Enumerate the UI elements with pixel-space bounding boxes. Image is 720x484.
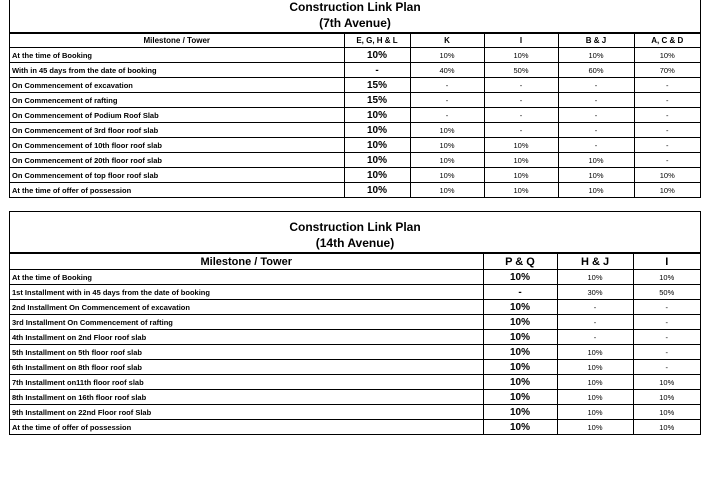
milestone-cell: On Commencement of top floor roof slab xyxy=(10,168,344,183)
percentage-cell: 15% xyxy=(344,93,410,108)
percentage-cell: 10% xyxy=(558,168,634,183)
percentage-cell: 10% xyxy=(557,345,633,360)
percentage-cell: 10% xyxy=(633,375,700,390)
plan-title-block xyxy=(10,212,700,253)
percentage-cell: - xyxy=(634,123,700,138)
percentage-cell: - xyxy=(633,345,700,360)
percentage-cell: 50% xyxy=(633,285,700,300)
plan-table xyxy=(10,253,700,434)
tower-header: P & Q xyxy=(483,254,557,270)
table-row xyxy=(10,375,700,390)
percentage-cell: - xyxy=(558,78,634,93)
percentage-cell: 10% xyxy=(633,420,700,435)
table-row xyxy=(10,168,700,183)
percentage-cell: 10% xyxy=(484,168,558,183)
header-row xyxy=(10,34,700,48)
tower-header: B & J xyxy=(558,34,634,48)
percentage-cell: 10% xyxy=(557,360,633,375)
percentage-cell: 10% xyxy=(410,138,484,153)
table-row xyxy=(10,420,700,435)
table-row xyxy=(10,48,700,63)
percentage-cell: - xyxy=(484,78,558,93)
milestone-cell: On Commencement of rafting xyxy=(10,93,344,108)
milestone-cell: With in 45 days from the date of booking xyxy=(10,63,344,78)
table-row xyxy=(10,138,700,153)
percentage-cell: 10% xyxy=(557,405,633,420)
percentage-cell: - xyxy=(633,360,700,375)
percentage-cell: 10% xyxy=(634,168,700,183)
percentage-cell: - xyxy=(344,63,410,78)
percentage-cell: 10% xyxy=(484,138,558,153)
milestone-cell: At the time of offer of possession xyxy=(10,183,344,198)
percentage-cell: - xyxy=(558,138,634,153)
milestone-cell: 2nd Installment On Commencement of excavation xyxy=(10,300,483,315)
table-row xyxy=(10,405,700,420)
percentage-cell: - xyxy=(484,123,558,138)
percentage-cell: 10% xyxy=(558,48,634,63)
plan-title: Construction Link Plan xyxy=(289,0,421,14)
table-row xyxy=(10,315,700,330)
milestone-cell: On Commencement of 3rd floor roof slab xyxy=(10,123,344,138)
percentage-cell: 10% xyxy=(483,360,557,375)
milestone-cell: 9th Installment on 22nd Floor roof Slab xyxy=(10,405,483,420)
percentage-cell: 10% xyxy=(410,153,484,168)
percentage-cell: - xyxy=(484,93,558,108)
percentage-cell: 15% xyxy=(344,78,410,93)
percentage-cell: - xyxy=(558,108,634,123)
percentage-cell: 10% xyxy=(483,345,557,360)
percentage-cell: - xyxy=(634,153,700,168)
percentage-cell: 10% xyxy=(483,420,557,435)
percentage-cell: 60% xyxy=(558,63,634,78)
table-row xyxy=(10,123,700,138)
milestone-header: Milestone / Tower xyxy=(10,254,483,270)
percentage-cell: 10% xyxy=(484,48,558,63)
percentage-cell: 10% xyxy=(344,123,410,138)
table-row xyxy=(10,330,700,345)
percentage-cell: - xyxy=(634,78,700,93)
milestone-cell: 5th Installment on 5th floor roof slab xyxy=(10,345,483,360)
percentage-cell: 10% xyxy=(484,183,558,198)
plan-table xyxy=(10,33,700,197)
table-row xyxy=(10,108,700,123)
percentage-cell: 10% xyxy=(558,153,634,168)
percentage-cell: 70% xyxy=(634,63,700,78)
percentage-cell: 10% xyxy=(633,405,700,420)
percentage-cell: - xyxy=(410,78,484,93)
percentage-cell: 10% xyxy=(483,330,557,345)
percentage-cell: 10% xyxy=(344,48,410,63)
percentage-cell: 10% xyxy=(344,168,410,183)
milestone-cell: On Commencement of Podium Roof Slab xyxy=(10,108,344,123)
percentage-cell: 10% xyxy=(484,153,558,168)
percentage-cell: - xyxy=(484,108,558,123)
table-row xyxy=(10,93,700,108)
percentage-cell: 10% xyxy=(483,315,557,330)
table-row xyxy=(10,153,700,168)
plan-14th-avenue xyxy=(9,211,701,435)
tower-header: H & J xyxy=(557,254,633,270)
milestone-cell: 7th Installment on11th floor roof slab xyxy=(10,375,483,390)
table-row xyxy=(10,345,700,360)
table-row xyxy=(10,300,700,315)
percentage-cell: 10% xyxy=(410,123,484,138)
percentage-cell: 10% xyxy=(344,153,410,168)
percentage-cell: 10% xyxy=(344,138,410,153)
milestone-cell: 3rd Installment On Commencement of rafting xyxy=(10,315,483,330)
milestone-cell: On Commencement of 20th floor roof slab xyxy=(10,153,344,168)
percentage-cell: 50% xyxy=(484,63,558,78)
percentage-cell: 10% xyxy=(410,168,484,183)
percentage-cell: - xyxy=(557,315,633,330)
percentage-cell: 10% xyxy=(557,375,633,390)
percentage-cell: - xyxy=(557,300,633,315)
percentage-cell: 10% xyxy=(344,183,410,198)
percentage-cell: 10% xyxy=(410,48,484,63)
milestone-cell: At the time of offer of possession xyxy=(10,420,483,435)
percentage-cell: 10% xyxy=(344,108,410,123)
table-row xyxy=(10,360,700,375)
tower-header: K xyxy=(410,34,484,48)
percentage-cell: - xyxy=(634,138,700,153)
percentage-cell: - xyxy=(557,330,633,345)
percentage-cell: 10% xyxy=(634,48,700,63)
milestone-cell: 4th Installment on 2nd Floor roof slab xyxy=(10,330,483,345)
milestone-header: Milestone / Tower xyxy=(10,34,344,48)
percentage-cell: 10% xyxy=(633,270,700,285)
table-row xyxy=(10,285,700,300)
tower-header: A, C & D xyxy=(634,34,700,48)
percentage-cell: - xyxy=(483,285,557,300)
percentage-cell: - xyxy=(633,300,700,315)
table-row xyxy=(10,390,700,405)
percentage-cell: 10% xyxy=(410,183,484,198)
milestone-cell: At the time of Booking xyxy=(10,270,483,285)
milestone-cell: At the time of Booking xyxy=(10,48,344,63)
percentage-cell: 10% xyxy=(483,390,557,405)
table-row xyxy=(10,78,700,93)
percentage-cell: - xyxy=(633,330,700,345)
plan-subtitle: (7th Avenue) xyxy=(319,16,391,30)
percentage-cell: 10% xyxy=(483,270,557,285)
plan-title: Construction Link Plan xyxy=(289,220,421,234)
percentage-cell: 10% xyxy=(558,183,634,198)
milestone-cell: 6th Installment on 8th floor roof slab xyxy=(10,360,483,375)
table-row xyxy=(10,270,700,285)
plan-subtitle: (14th Avenue) xyxy=(315,236,395,250)
table-row xyxy=(10,63,700,78)
percentage-cell: 10% xyxy=(557,420,633,435)
percentage-cell: - xyxy=(410,108,484,123)
percentage-cell: 10% xyxy=(483,375,557,390)
table-row xyxy=(10,183,700,198)
plan-7th-avenue xyxy=(9,0,701,198)
percentage-cell: - xyxy=(558,93,634,108)
tower-header: E, G, H & L xyxy=(344,34,410,48)
percentage-cell: 40% xyxy=(410,63,484,78)
tower-header: I xyxy=(633,254,700,270)
percentage-cell: 10% xyxy=(633,390,700,405)
percentage-cell: 10% xyxy=(483,300,557,315)
header-row xyxy=(10,254,700,270)
milestone-cell: On Commencement of 10th floor roof slab xyxy=(10,138,344,153)
percentage-cell: - xyxy=(634,93,700,108)
percentage-cell: 10% xyxy=(557,390,633,405)
percentage-cell: - xyxy=(410,93,484,108)
plan-title-block xyxy=(10,0,700,33)
percentage-cell: 10% xyxy=(557,270,633,285)
tower-header: I xyxy=(484,34,558,48)
percentage-cell: - xyxy=(558,123,634,138)
percentage-cell: 10% xyxy=(483,405,557,420)
percentage-cell: 10% xyxy=(634,183,700,198)
percentage-cell: 30% xyxy=(557,285,633,300)
milestone-cell: 8th Installment on 16th floor roof slab xyxy=(10,390,483,405)
milestone-cell: On Commencement of excavation xyxy=(10,78,344,93)
milestone-cell: 1st Installment with in 45 days from the date of booking xyxy=(10,285,483,300)
percentage-cell: - xyxy=(634,108,700,123)
percentage-cell: - xyxy=(633,315,700,330)
